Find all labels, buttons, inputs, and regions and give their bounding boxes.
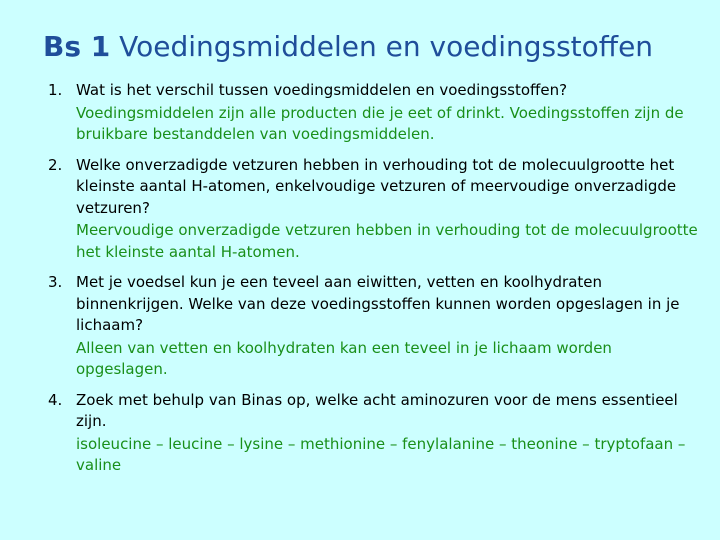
answer-text: Voedingsmiddelen zijn alle producten die je eet of drinkt. Voedingsstoffen zijn de bruikbare bestanddelen van voedingsmiddelen. (76, 103, 684, 143)
answer-text: Alleen van vetten en koolhydraten kan een teveel in je lichaam worden opgeslagen. (76, 338, 612, 378)
question-number: 2. (48, 155, 63, 174)
answer-text: Meervoudige onverzadigde vetzuren hebben in verhouding tot de molecuulgrootte het kleinste aantal H-atomen. (76, 221, 698, 261)
slide-title (43, 30, 653, 63)
question-number: 4. (48, 390, 63, 409)
question-text: Zoek met behulp van Binas op, welke acht aminozuren voor de mens essentieel zijn. (76, 390, 678, 430)
question-list (48, 80, 708, 486)
question-number: 1. (48, 81, 63, 99)
title-text: Voedingsmiddelen en voedingsstoffen (119, 30, 654, 63)
title-number: Bs 1 (43, 30, 111, 63)
answer-text: isoleucine – leucine – lysine – methionine – fenylalanine – theonine – tryptofaan – valine (76, 434, 686, 474)
question-text: Met je voedsel kun je een teveel aan eiwitten, vetten en koolhydraten binnenkrijgen. Welke van deze voedingsstoffen kunnen worden opgeslagen in je lichaam? (76, 273, 680, 334)
question-text: Welke onverzadigde vetzuren hebben in verhouding tot de molecuulgrootte het kleinste aantal H-atomen, enkelvoudige vetzuren of meervoudige onverzadigde vetzuren? (76, 155, 677, 217)
question-item-1 (48, 80, 708, 146)
question-number: 3. (48, 273, 63, 291)
question-item-2 (48, 155, 708, 264)
question-item-3 (48, 272, 708, 381)
question-text: Wat is het verschil tussen voedingsmiddelen en voedingsstoffen? (76, 81, 568, 99)
question-item-4 (48, 390, 708, 477)
